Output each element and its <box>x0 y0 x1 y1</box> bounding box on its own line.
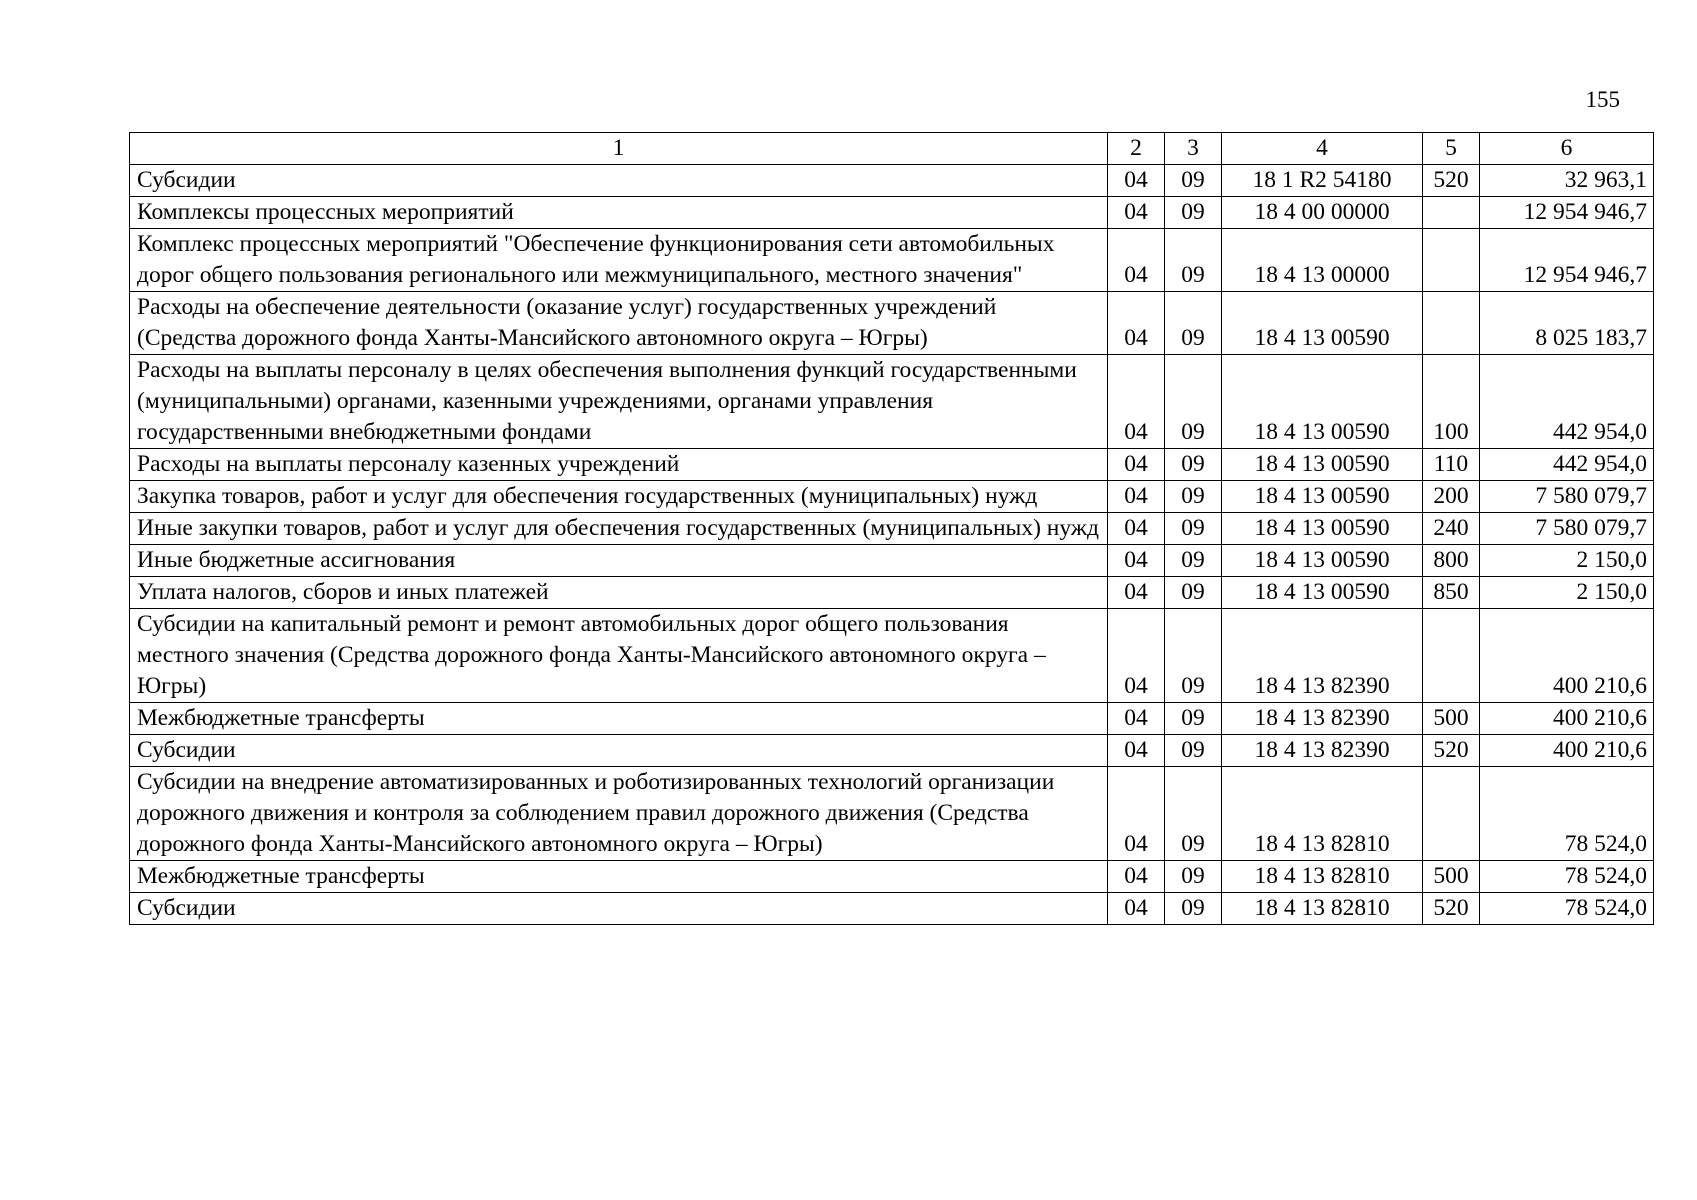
row-section: 04 <box>1108 229 1165 292</box>
header-col-6: 6 <box>1480 133 1654 165</box>
table-row <box>130 735 1654 767</box>
row-target-code: 18 4 13 82390 <box>1222 703 1423 735</box>
row-name: Субсидии <box>130 735 1108 767</box>
row-target-code: 18 4 13 82810 <box>1222 893 1423 925</box>
row-amount: 400 210,6 <box>1480 703 1654 735</box>
row-name: Межбюджетные трансферты <box>130 861 1108 893</box>
row-name: Субсидии на капитальный ремонт и ремонт автомобильных дорог общего пользования местного значения (Средства дорожного фонда Ханты-Мансийского автономного округа – Югры) <box>130 609 1108 703</box>
row-subsection: 09 <box>1165 767 1222 861</box>
table-row <box>130 545 1654 577</box>
row-target-code: 18 4 13 00590 <box>1222 355 1423 449</box>
header-col-1: 1 <box>130 133 1108 165</box>
row-target-code: 18 4 13 00590 <box>1222 292 1423 355</box>
table-row <box>130 703 1654 735</box>
row-target-code: 18 4 13 82390 <box>1222 609 1423 703</box>
row-amount: 7 580 079,7 <box>1480 481 1654 513</box>
row-expense-type <box>1423 197 1480 229</box>
table-row <box>130 229 1654 292</box>
table-row <box>130 292 1654 355</box>
row-name: Межбюджетные трансферты <box>130 703 1108 735</box>
table-row <box>130 767 1654 861</box>
table-row <box>130 861 1654 893</box>
table-row <box>130 197 1654 229</box>
row-subsection: 09 <box>1165 165 1222 197</box>
row-amount: 400 210,6 <box>1480 735 1654 767</box>
row-amount: 12 954 946,7 <box>1480 197 1654 229</box>
header-col-3: 3 <box>1165 133 1222 165</box>
row-target-code: 18 4 13 82810 <box>1222 861 1423 893</box>
row-section: 04 <box>1108 767 1165 861</box>
row-amount: 2 150,0 <box>1480 577 1654 609</box>
row-name: Иные закупки товаров, работ и услуг для обеспечения государственных (муниципальных) нужд <box>130 513 1108 545</box>
row-name: Расходы на выплаты персоналу казенных учреждений <box>130 449 1108 481</box>
row-name: Комплекс процессных мероприятий "Обеспечение функционирования сети автомобильных дорог общего пользования регионального или межмуниципального, местного значения" <box>130 229 1108 292</box>
row-amount: 8 025 183,7 <box>1480 292 1654 355</box>
row-target-code: 18 4 13 00590 <box>1222 513 1423 545</box>
row-target-code: 18 4 13 00590 <box>1222 577 1423 609</box>
row-amount: 2 150,0 <box>1480 545 1654 577</box>
header-row <box>130 133 1654 165</box>
row-name: Комплексы процессных мероприятий <box>130 197 1108 229</box>
header-col-4: 4 <box>1222 133 1423 165</box>
row-amount: 12 954 946,7 <box>1480 229 1654 292</box>
row-expense-type: 110 <box>1423 449 1480 481</box>
row-section: 04 <box>1108 449 1165 481</box>
row-target-code: 18 4 13 82810 <box>1222 767 1423 861</box>
row-expense-type: 520 <box>1423 165 1480 197</box>
row-amount: 78 524,0 <box>1480 767 1654 861</box>
row-amount: 78 524,0 <box>1480 861 1654 893</box>
row-name: Уплата налогов, сборов и иных платежей <box>130 577 1108 609</box>
row-expense-type: 850 <box>1423 577 1480 609</box>
row-subsection: 09 <box>1165 545 1222 577</box>
row-name: Субсидии на внедрение автоматизированных и роботизированных технологий организации дорожного движения и контроля за соблюдением правил дорожного движения (Средства дорожного фонда Ханты-Мансийского автономного округа – Югры) <box>130 767 1108 861</box>
row-section: 04 <box>1108 609 1165 703</box>
row-target-code: 18 4 00 00000 <box>1222 197 1423 229</box>
row-subsection: 09 <box>1165 609 1222 703</box>
row-name: Закупка товаров, работ и услуг для обеспечения государственных (муниципальных) нужд <box>130 481 1108 513</box>
row-amount: 7 580 079,7 <box>1480 513 1654 545</box>
row-expense-type: 200 <box>1423 481 1480 513</box>
row-expense-type: 240 <box>1423 513 1480 545</box>
row-target-code: 18 4 13 00590 <box>1222 545 1423 577</box>
row-name: Расходы на выплаты персоналу в целях обеспечения выполнения функций государственными (муниципальными) органами, казенными учреждениями, органами управления государственными внебюджетными фондами <box>130 355 1108 449</box>
row-section: 04 <box>1108 165 1165 197</box>
row-section: 04 <box>1108 735 1165 767</box>
row-section: 04 <box>1108 197 1165 229</box>
row-expense-type: 100 <box>1423 355 1480 449</box>
row-subsection: 09 <box>1165 355 1222 449</box>
table-body <box>130 165 1654 925</box>
row-subsection: 09 <box>1165 229 1222 292</box>
row-target-code: 18 4 13 00590 <box>1222 449 1423 481</box>
header-col-2: 2 <box>1108 133 1165 165</box>
table-row <box>130 449 1654 481</box>
row-subsection: 09 <box>1165 735 1222 767</box>
row-subsection: 09 <box>1165 292 1222 355</box>
row-subsection: 09 <box>1165 513 1222 545</box>
row-subsection: 09 <box>1165 703 1222 735</box>
row-section: 04 <box>1108 545 1165 577</box>
row-subsection: 09 <box>1165 893 1222 925</box>
row-section: 04 <box>1108 481 1165 513</box>
row-expense-type <box>1423 767 1480 861</box>
row-name: Субсидии <box>130 165 1108 197</box>
table-row <box>130 481 1654 513</box>
row-amount: 442 954,0 <box>1480 355 1654 449</box>
row-amount: 400 210,6 <box>1480 609 1654 703</box>
header-col-5: 5 <box>1423 133 1480 165</box>
row-expense-type: 520 <box>1423 893 1480 925</box>
row-section: 04 <box>1108 861 1165 893</box>
row-section: 04 <box>1108 292 1165 355</box>
table-row <box>130 577 1654 609</box>
row-expense-type <box>1423 292 1480 355</box>
row-subsection: 09 <box>1165 577 1222 609</box>
row-expense-type: 800 <box>1423 545 1480 577</box>
table-header <box>130 133 1654 165</box>
row-name: Расходы на обеспечение деятельности (оказание услуг) государственных учреждений (Средства дорожного фонда Ханты-Мансийского автономного округа – Югры) <box>130 292 1108 355</box>
row-amount: 32 963,1 <box>1480 165 1654 197</box>
row-section: 04 <box>1108 355 1165 449</box>
table-row <box>130 609 1654 703</box>
row-subsection: 09 <box>1165 197 1222 229</box>
table-row <box>130 893 1654 925</box>
row-section: 04 <box>1108 893 1165 925</box>
row-target-code: 18 1 R2 54180 <box>1222 165 1423 197</box>
row-expense-type: 520 <box>1423 735 1480 767</box>
row-amount: 442 954,0 <box>1480 449 1654 481</box>
budget-table <box>129 132 1654 925</box>
row-target-code: 18 4 13 00590 <box>1222 481 1423 513</box>
row-subsection: 09 <box>1165 481 1222 513</box>
row-name: Субсидии <box>130 893 1108 925</box>
row-subsection: 09 <box>1165 449 1222 481</box>
row-section: 04 <box>1108 577 1165 609</box>
row-expense-type <box>1423 609 1480 703</box>
page-number: 155 <box>1585 87 1620 112</box>
table-row <box>130 165 1654 197</box>
row-name: Иные бюджетные ассигнования <box>130 545 1108 577</box>
table-row <box>130 513 1654 545</box>
row-expense-type: 500 <box>1423 861 1480 893</box>
row-target-code: 18 4 13 82390 <box>1222 735 1423 767</box>
row-subsection: 09 <box>1165 861 1222 893</box>
row-expense-type <box>1423 229 1480 292</box>
row-expense-type: 500 <box>1423 703 1480 735</box>
row-amount: 78 524,0 <box>1480 893 1654 925</box>
row-target-code: 18 4 13 00000 <box>1222 229 1423 292</box>
table-row <box>130 355 1654 449</box>
row-section: 04 <box>1108 703 1165 735</box>
row-section: 04 <box>1108 513 1165 545</box>
